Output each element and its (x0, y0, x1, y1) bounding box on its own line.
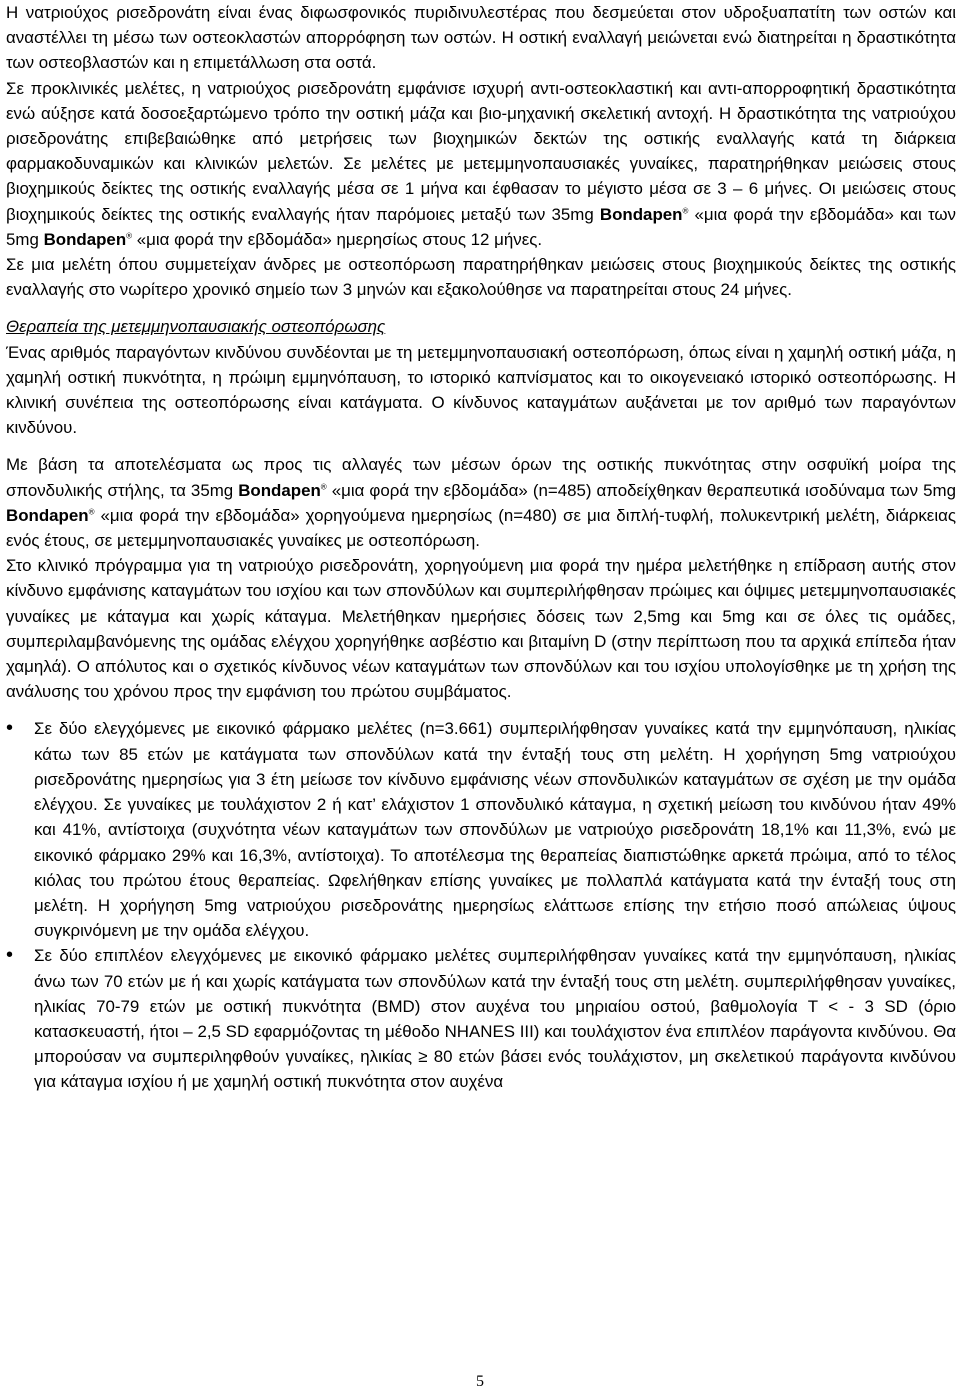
spacer (6, 440, 956, 452)
registered-mark: ® (682, 206, 689, 215)
text-run: «μια φορά την εβδομάδα» (n=485) αποδείχθηκαν θεραπευτικά ισοδύναμα των 5mg (326, 480, 956, 500)
page-number: 5 (476, 1373, 484, 1390)
brand-name: Bondapen (238, 480, 321, 500)
bullet-item: • Σε δύο ελεγχόμενες με εικονικό φάρμακο μελέτες (n=3.661) συμπεριλήφθησαν γυναίκες κατά την εμμηνόπαυση, ηλικίας κάτω των 85 ετών με κατάγματα των σπονδύλων κατά την ένταξή τους στη μελέτη. Η χορήγηση 5mg νατριούχου ρισεδρονάτης ημερησίως για 3 έτη μείωσε τον κίνδυνο εμφάνισης νέων σπονδυλικών καταγμάτων σε σχέση με την ομάδα ελέγχου. Σε γυναίκες με τουλάχιστον 2 ή κατ’ ελάχιστον 1 σπονδυλικό κάταγμα, η σχετική μείωση του κινδύνου ήταν 49% και 41%, αντίστοιχα (συχνότητα νέων καταγμάτων των σπονδύλων με νατριούχο ρισεδρονάτη 18,1% και 11,3%, ενώ με εικονικό φάρμακο 29% και 16,3%, αντίστοιχα). Το αποτέλεσμα της θεραπείας διαπιστώθηκε αρκετά πρώιμα, από το τέλος κιόλας του πρώτου έτους θεραπείας. Ωφελήθηκαν επίσης γυναίκες με πολλαπλά κατάγματα κατά την ένταξή τους στη μελέτη. Η χορήγηση 5mg νατριούχου ρισεδρονάτης ημερησίως ελάττωσε επίσης την ετήσιο ποσό απώλειας ύψους συγκρινόμενη με την ομάδα ελέγχου. (6, 716, 956, 943)
bullet-item: • Σε δύο επιπλέον ελεγχόμενες με εικονικό φάρμακο μελέτες συμπεριλήφθησαν γυναίκες κατά την εμμηνόπαυση, ηλικίας άνω των 70 ετών με ή και χωρίς κατάγματα των σπονδύλων κατά την ένταξή τους στη μελέτη. συμπεριλήφθησαν γυναίκες, ηλικίας 70-79 ετών με οστική πυκνότητα (BMD) στον αυχένα του μηριαίου οστού, βαθμολογία Τ < - 3 SD (όριο κατασκευαστή, ήτοι – 2,5 SD εφαρμόζοντας τη μέθοδο NHANES III) και τουλάχιστον ένα επιπλέον παράγοντα κινδύνου. Θα μπορούσαν να συμπεριληφθούν γυναίκες, ηλικίας ≥ 80 ετών βάσει ενός τουλάχιστον, μη σκελετικού παράγοντα κινδύνου για κάταγμα ισχίου ή με χαμηλή οστική πυκνότητα στον αυχένα (6, 943, 956, 1094)
document-page (6, 0, 956, 1391)
registered-mark: ® (126, 231, 133, 241)
text-run: Η νατριούχος ρισεδρονάτη είναι ένας διφωσφονικός πυριδινυλεστέρας που δεσμεύεται στον υδροξυαπατίτη των οστών και αναστέλλει τη μέσω των οστεοκλαστών απορρόφηση των οστών. Η οστική εναλλαγή μειώνεται ενώ διατηρείται η δραστικότητα των οστεοβλαστών και η επιμετάλλωση στα οστά. (6, 3, 956, 73)
section-heading: Θεραπεία της μετεμμηνοπαυσιακής οστεοπόρωσης (6, 317, 386, 337)
spacer (6, 302, 956, 314)
text-run: Ένας αριθμός παραγόντων κινδύνου συνδέονται με τη μετεμμηνοπαυσιακή οστεοπόρωση, όπως είναι η χαμηλή οστική μάζα, η χαμηλή οστική πυκνότητα, η πρώιμη εμμηνόπαυση, το ιστορικό καπνίσματος και το οικογενειακό ιστορικό οστεοπόρωσης. Η κλινική συνέπεια της οστεοπόρωσης είναι κατάγματα. Ο κίνδυνος καταγμάτων αυξάνεται με τον αριθμό των παραγόντων κινδύνου. (6, 342, 956, 438)
paragraph (6, 553, 956, 704)
text-run: Στο κλινικό πρόγραμμα για τη νατριούχο ρισεδρονάτη, χορηγούμενη μια φορά την ημέρα μελετήθηκε η επίδραση αυτής στον κίνδυνο εμφάνισης καταγμάτων του ισχίου και των σπονδύλων και συμπεριλήφθησαν πρώιμες και όψιμες μετεμμηνοπαυσιακές γυναίκες με κάταγμα και χωρίς κάταγμα. Μελετήθηκαν ημερήσιες δόσεις των 2,5mg και 5mg και σε όλες τις ομάδες, συμπεριλαμβανόμενης της ομάδας ελέγχου χορηγήθηκε ασβέστιο και βιταμίνη D (στην περίπτωση που τα αρχικά επίπεδα ήταν χαμηλά). Ο απόλυτος και ο σχετικός κίνδυνος νέων καταγμάτων των σπονδύλων και του ισχίου υπολογίσθηκε με τη χρήση της ανάλυσης του χρόνου προς την εμφάνιση του πρώτου συμβάματος. (6, 556, 956, 702)
text-run: Σε μια μελέτη όπου συμμετείχαν άνδρες με οστεοπόρωση παρατηρήθηκαν μειώσεις στους βιοχημικούς δείκτες της οστικής εναλλαγής στο νωρίτερο χρονικό σημείο των 3 μηνών και εξακολούθησε να παρατηρείται στους 24 μήνες. (6, 255, 956, 300)
paragraph (6, 0, 956, 76)
spacer (6, 704, 956, 716)
text-run: «μια φορά την εβδομάδα» και των 5mg (6, 204, 957, 249)
study-paragraphs (6, 452, 956, 704)
intro-paragraphs (6, 0, 956, 302)
text-run: «μια φορά την εβδομάδα» χορηγούμενα ημερησίως (n=480) σε μια διπλή-τυφλή, πολυκεντρική μελέτη, διάρκειας ενός έτους, σε μετεμμηνοπαυσιακές γυναίκες με οστεοπόρωση. (6, 505, 956, 551)
brand-name: Bondapen (6, 505, 89, 525)
bullet-list (6, 716, 956, 1094)
registered-mark: ® (88, 507, 95, 517)
paragraph (6, 452, 956, 553)
risk-factors-paragraph (6, 340, 956, 441)
paragraph (6, 76, 956, 252)
text-run: Σε προκλινικές μελέτες, η νατριούχος ρισεδρονάτη εμφάνισε ισχυρή αντι-οστεοκλαστική και αντι-απορροφητική δραστικότητα ενώ αύξησε κατά δοσοεξαρτώμενο τρόπο την οστική μάζα και βιο-μηχανική σκελετική αντοχή. Η δραστικότητα της νατριούχου ρισεδρονάτης επιβεβαιώθηκε από μετρήσεις των βιοχημικών δεκτών της οστικής εναλλαγής κατά τη διάρκεια φαρμακοδυναμικών και κλινικών μελετών. Σε μελέτες με μετεμμηνοπαυσιακές γυναίκες, παρατηρήθηκαν μειώσεις στους βιοχημικούς δείκτες της οστικής εναλλαγής μέσα σε 1 μήνα και έφθασαν το μέγιστο μέσα σε 3 – 6 μήνες. Οι μειώσεις στους βιοχημικούς δείκτες της οστικής εναλλαγής ήταν παρόμοιες μεταξύ των 35mg (6, 78, 956, 224)
text-run: Με βάση τα αποτελέσματα ως προς τις αλλαγές των μέσων όρων της οστικής πυκνότητας στην οσφυϊκή μοίρα της σπονδυλικής στήλης, τα 35mg (6, 455, 956, 500)
brand-name: Bondapen (599, 204, 683, 224)
brand-name: Bondapen (43, 229, 127, 249)
paragraph (6, 252, 956, 302)
text-run: «μια φορά την εβδομάδα» ημερησίως στους 12 μήνες. (132, 229, 543, 249)
registered-mark: ® (320, 482, 327, 492)
paragraph (6, 340, 956, 441)
